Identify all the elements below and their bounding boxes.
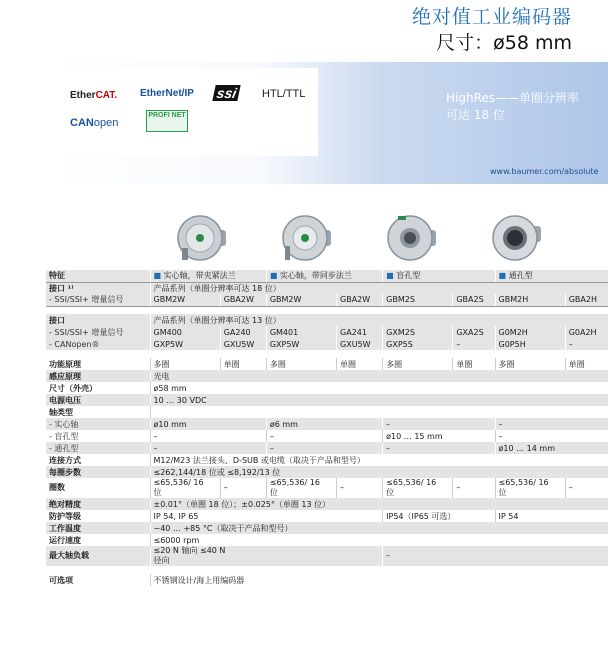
row-label: 最大轴负载 — [46, 546, 150, 566]
table-cell: GA240 — [220, 326, 266, 338]
row-label: 运行速度 — [49, 535, 81, 545]
table-row — [46, 314, 608, 326]
table-cell: GM401 — [266, 326, 336, 338]
ethercat-logo: EtherCAT. — [70, 90, 118, 101]
table-cell: – — [266, 430, 382, 442]
highres-callout — [446, 90, 579, 124]
table-cell: GBM2W — [266, 294, 336, 306]
table-cell: GBM2S — [383, 294, 453, 306]
row-label: 连接方式 — [49, 455, 81, 465]
table-cell: – — [565, 478, 608, 498]
table-cell: – — [453, 338, 495, 350]
table-cell: ≤20 N 轴向 ≤40 N 径向 — [150, 546, 383, 566]
row-label: - SSI/SSI+ 增量信号 — [46, 326, 150, 338]
table-row — [46, 326, 608, 338]
table-row — [46, 294, 608, 306]
table-cell: – — [383, 546, 608, 566]
table-row — [46, 522, 608, 534]
table-cell: ■ 实心轴，带同步法兰 — [266, 270, 382, 282]
table-row — [46, 574, 608, 586]
row-label: 工作温度 — [46, 522, 150, 534]
table-cell: 产品系列（单圈分辨率可达 18 位） — [150, 282, 608, 294]
row-label: 防护等级 — [49, 511, 81, 521]
table-cell: 单圈 — [337, 358, 383, 370]
table-row — [46, 270, 608, 282]
table-cell: ≤65,536/ 16 位 — [150, 478, 220, 498]
bullet-icon: ■ — [498, 271, 507, 281]
row-label: 可选项 — [49, 575, 73, 585]
table-cell: GBA2W — [337, 294, 383, 306]
ssi-logo: ssi — [212, 85, 241, 101]
table-cell: ≤6000 rpm — [150, 534, 608, 546]
table-cell: ≤65,536/ 16 位 — [266, 478, 336, 498]
table-cell: IP54（IP65 可选） — [383, 510, 495, 522]
table-cell: GBA2H — [565, 294, 608, 306]
table-cell: – — [150, 442, 266, 454]
row-label: 绝对精度 — [46, 498, 150, 510]
table-cell: GBM2W — [150, 294, 220, 306]
table-cell: 10 … 30 VDC — [150, 394, 608, 406]
row-label: - 盲孔型 — [49, 431, 79, 441]
table-cell: G0P5H — [495, 338, 565, 350]
table-row — [46, 382, 608, 394]
table-row — [46, 370, 608, 382]
table-cell: 单圈 — [220, 358, 266, 370]
bullet-icon: ■ — [386, 271, 394, 281]
bullet-icon: ■ — [269, 271, 278, 281]
row-label: 尺寸（外壳） — [49, 383, 97, 393]
page-title: 绝对值工业编码器 — [411, 6, 572, 28]
table-row — [46, 454, 608, 466]
table-cell: 单圈 — [453, 358, 495, 370]
canopen-logo: CANopen — [70, 117, 119, 129]
profinet-logo: PROFI NET — [146, 110, 188, 132]
table-cell: – — [337, 478, 383, 498]
table-cell: ■ 实心轴，带夹紧法兰 — [150, 270, 266, 282]
table-cell: – — [383, 442, 495, 454]
table-cell: GXA2S — [453, 326, 495, 338]
table-cell: ≤65,536/ 16 位 — [383, 478, 453, 498]
row-label: 电源电压 — [46, 394, 150, 406]
table-cell: – — [495, 430, 608, 442]
row-label: 感应原理 — [46, 370, 150, 382]
table-cell: ≤262,144/18 位或 ≤8,192/13 位 — [150, 466, 608, 478]
table-row — [46, 338, 608, 350]
table-row — [46, 546, 608, 566]
table-row — [46, 510, 608, 522]
table-cell: 多圈 — [150, 358, 220, 370]
row-label: 圈数 — [49, 483, 65, 492]
table-cell: – — [266, 442, 382, 454]
table-cell: 单圈 — [565, 358, 608, 370]
table-row — [46, 442, 608, 454]
table-cell: ø10 … 14 mm — [495, 442, 608, 454]
table-cell: GM400 — [150, 326, 220, 338]
table-row — [46, 498, 608, 510]
table-cell: G0A2H — [565, 326, 608, 338]
table-cell: ø10 mm — [150, 418, 266, 430]
table-cell: – — [453, 478, 495, 498]
table-cell: GXU5W — [220, 338, 266, 350]
table-row — [46, 478, 608, 498]
table-row — [46, 406, 608, 418]
table-cell: ≤65,536/ 16 位 — [495, 478, 565, 498]
table-row — [46, 394, 608, 406]
row-label: - SSI/SSI+ 增量信号 — [46, 294, 150, 306]
spacer-row — [46, 306, 608, 314]
row-label: 特征 — [46, 270, 150, 282]
table-cell: GBM2H — [495, 294, 565, 306]
table-cell: – — [383, 418, 495, 430]
table-cell: 光电 — [150, 370, 608, 382]
table-cell: ■ 盲孔型 — [383, 270, 495, 282]
htl-ttl-label: HTL/TTL — [262, 88, 306, 100]
row-label: 每圈步数 — [46, 466, 150, 478]
table-cell — [150, 406, 608, 418]
row-label: 轴类型 — [49, 407, 73, 417]
table-row — [46, 430, 608, 442]
spec-table — [46, 270, 608, 586]
table-cell: ø6 mm — [266, 418, 382, 430]
table-cell: GXM2S — [383, 326, 453, 338]
table-cell: – — [220, 478, 266, 498]
table-row — [46, 358, 608, 370]
table-row — [46, 466, 608, 478]
highres-line-1: HighRes——单圈分辨率 — [446, 91, 580, 105]
table-row — [46, 534, 608, 546]
table-cell: GXP5W — [150, 338, 220, 350]
table-cell: ø58 mm — [150, 382, 608, 394]
page-subtitle: 尺寸：ø58 mm — [436, 32, 572, 54]
logos-panel — [58, 68, 318, 156]
table-cell: ■ 通孔型 — [495, 270, 608, 282]
table-cell: M12/M23 法兰接头、D-SUB 或电缆（取决于产品和型号） — [150, 454, 608, 466]
table-cell: 产品系列（单圈分辨率可达 13 位） — [150, 314, 608, 326]
encoder-synchro-flange-icon — [277, 208, 337, 268]
table-cell: GXU5W — [337, 338, 383, 350]
table-cell: 多圈 — [266, 358, 336, 370]
spacer-row — [46, 350, 608, 358]
table-cell: GBA2W — [220, 294, 266, 306]
spacer-row — [46, 566, 608, 574]
encoder-through-hollow-icon — [487, 208, 547, 268]
row-label: 接口 — [46, 314, 150, 326]
table-cell: 多圈 — [495, 358, 565, 370]
bullet-icon: ■ — [153, 271, 162, 281]
table-cell: ±0.01°（单圈 18 位）；±0.025°（单圈 13 位） — [150, 498, 608, 510]
table-cell: GBA2S — [453, 294, 495, 306]
row-label: 接口 ¹⁾ — [46, 282, 150, 294]
row-label: - 实心轴 — [46, 418, 150, 430]
table-cell: G0M2H — [495, 326, 565, 338]
table-cell: GXP5W — [266, 338, 336, 350]
row-label: - 通孔型 — [46, 442, 150, 454]
table-cell: – — [495, 418, 608, 430]
row-label: - CANopen® — [46, 338, 150, 350]
table-cell: – — [150, 430, 266, 442]
ethernet-ip-logo: EtherNet/IP — [140, 88, 194, 99]
table-cell: ø10 … 15 mm — [383, 430, 495, 442]
encoder-clamping-flange-icon — [172, 208, 232, 268]
encoder-blind-hollow-icon — [382, 208, 442, 268]
table-cell: 不锈钢设计/海上用编码器 — [150, 574, 608, 586]
table-cell: GA241 — [337, 326, 383, 338]
row-label: 功能原理 — [49, 359, 81, 369]
table-row — [46, 418, 608, 430]
highres-line-2: 可达 18 位 — [446, 108, 505, 122]
table-cell: GXP5S — [383, 338, 453, 350]
website-link[interactable]: www.baumer.com/absolute — [490, 167, 599, 176]
table-cell: −40 … +85 °C（取决于产品和型号） — [150, 522, 608, 534]
table-cell: – — [565, 338, 608, 350]
table-row — [46, 282, 608, 294]
table-cell: IP 54 — [495, 510, 608, 522]
table-cell: 多圈 — [383, 358, 453, 370]
table-cell: IP 54, IP 65 — [150, 510, 383, 522]
